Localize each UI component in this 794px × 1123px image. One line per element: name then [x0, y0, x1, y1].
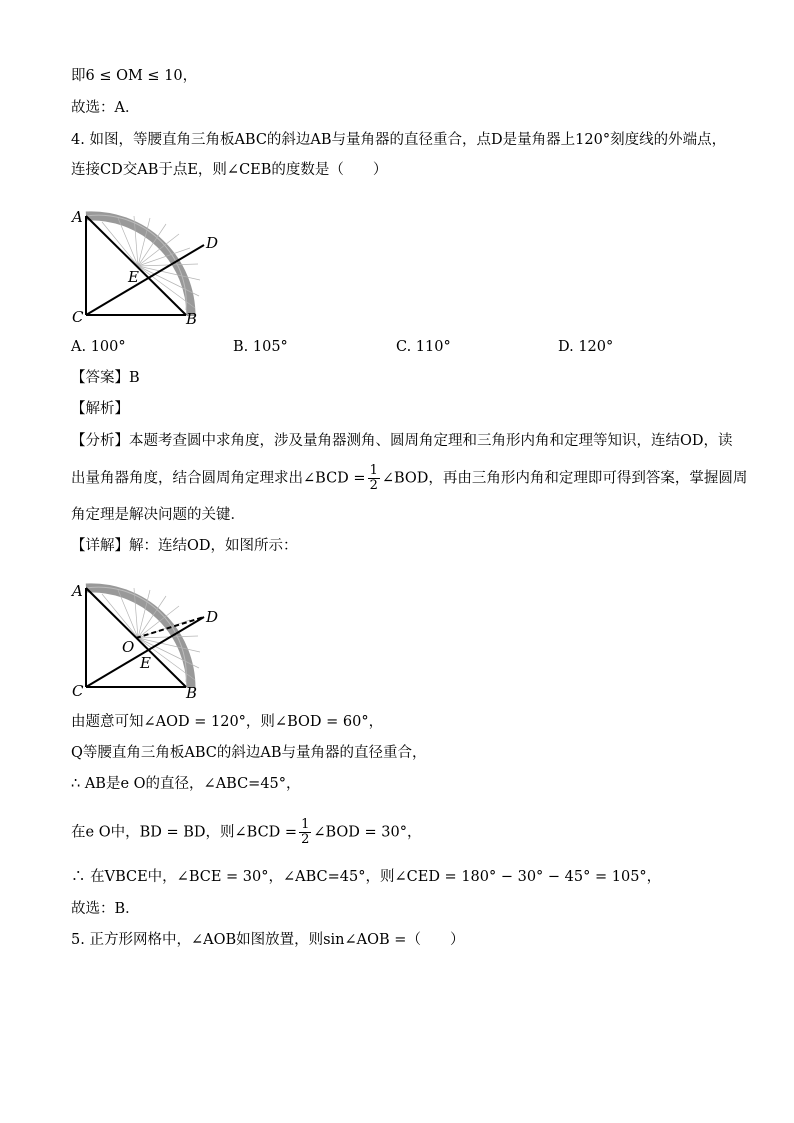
- detail-line-5-part-b: ∠BOD = 30°，: [313, 824, 422, 841]
- label-a: A: [72, 582, 83, 600]
- analysis-line-2-part-a: 出量角器角度，结合圆周角定理求出∠BCD =: [71, 470, 366, 487]
- label-d: D: [206, 234, 219, 252]
- answer-label: 【答案】: [71, 370, 129, 386]
- detail-line-5: [71, 818, 422, 847]
- fraction-one-half: [368, 464, 380, 493]
- protractor: [86, 215, 200, 316]
- answer-line: [71, 368, 140, 388]
- label-c: C: [72, 308, 84, 326]
- analysis-label: 【解析】: [71, 401, 129, 417]
- detail-line-1: 【详解】解：连结OD，如图所示：: [71, 538, 298, 554]
- protractor: [86, 587, 200, 688]
- text-line: 即6 ≤ OM ≤ 10，: [71, 68, 198, 84]
- option-c: C. 110°: [396, 339, 451, 355]
- label-b: B: [186, 684, 198, 702]
- label-e: E: [140, 654, 151, 672]
- option-a: A. 100°: [71, 339, 126, 355]
- label-o: O: [122, 638, 135, 656]
- analysis-line-3: 角定理是解决问题的关键．: [71, 507, 245, 523]
- label-e: E: [128, 268, 139, 286]
- label-c: C: [72, 682, 84, 700]
- fraction-numerator: 1: [301, 817, 310, 832]
- figure-2-protractor-triangle: [66, 572, 226, 704]
- option-b: B. 105°: [233, 339, 288, 355]
- text-line: 故选：A．: [71, 100, 140, 116]
- fraction-numerator: 1: [369, 463, 378, 478]
- label-a: A: [72, 208, 83, 226]
- detail-line-7: 故选：B．: [71, 901, 140, 917]
- analysis-line-1: 【分析】本题考查圆中求角度，涉及量角器测角、圆周角定理和三角形内角和定理等知识，连结OD，读: [71, 433, 733, 449]
- question-4-line-1: 4. 如图，等腰直角三角板ABC的斜边AB与量角器的直径重合，点D是量角器上120°刻度线的外端点，: [71, 132, 727, 148]
- analysis-line-2-part-b: ∠BOD，再由三角形内角和定理即可得到答案，掌握圆周: [381, 470, 748, 487]
- analysis-line-2: [71, 464, 747, 493]
- detail-line-2: 由题意可知∠AOD = 120°，则∠BOD = 60°，: [71, 714, 384, 730]
- fraction-denominator: 2: [301, 832, 310, 847]
- fraction-one-half: [299, 818, 311, 847]
- detail-line-4: ∴ AB是e O的直径，∠ABC=45°，: [71, 776, 301, 792]
- option-d: D. 120°: [558, 339, 614, 355]
- label-b: B: [186, 310, 198, 328]
- fraction-denominator: 2: [369, 478, 378, 493]
- figure-1-protractor-triangle: [66, 200, 226, 330]
- question-4-line-2: 连接CD交AB于点E，则∠CEB的度数是（ ）: [71, 162, 388, 178]
- question-5: 5. 正方形网格中，∠AOB如图放置，则sin∠AOB =（ ）: [71, 932, 465, 948]
- detail-line-6: ∴ 在VBCE中，∠BCE = 30°，∠ABC=45°，则∠CED = 180° − 30° − 45° = 105°，: [71, 869, 662, 885]
- detail-line-3: Q等腰直角三角板ABC的斜边AB与量角器的直径重合，: [71, 745, 427, 761]
- answer-value: B: [129, 370, 140, 386]
- detail-line-5-part-a: 在e O中，BD = BD，则∠BCD =: [71, 824, 298, 841]
- label-d: D: [206, 608, 219, 626]
